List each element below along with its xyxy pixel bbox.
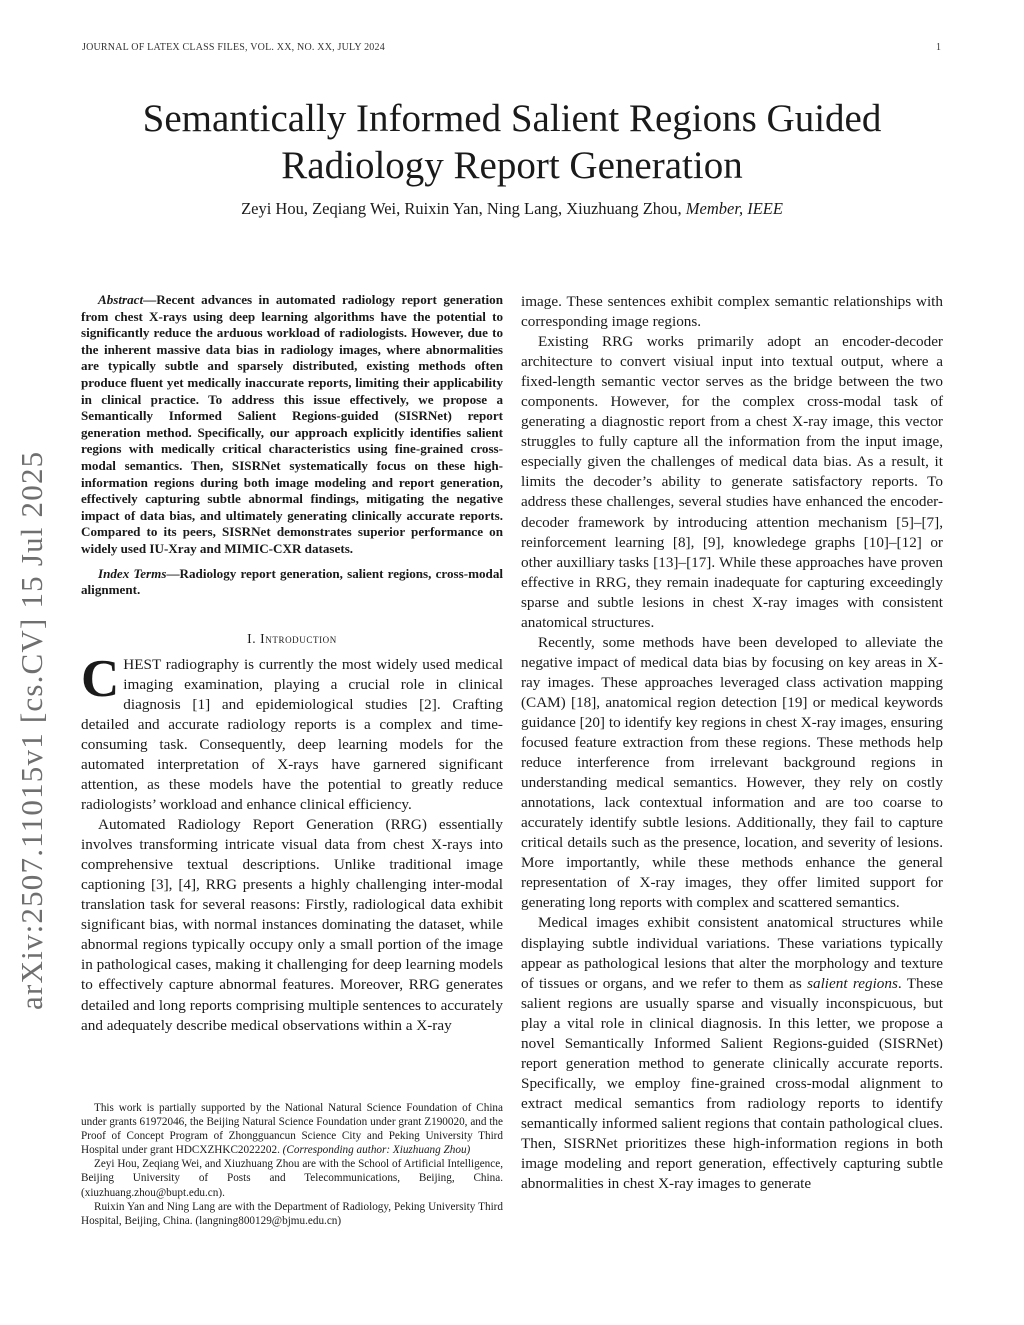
right-paragraph-1: Existing RRG works primarily adopt an encoder-decoder architecture to convert visiual input into textual output, where a fixed-length semantic vector serves as the bridge between the two components. However, for the complex cross-modal task of generating a diagnostic report from a chest X-ray image, this vector struggles to fully capture all the information from the input image, especially given the challenges of medical data bias. As a result, it limits the decoder’s ability to generate satisfactory reports. To address these challenges, several studies have enhanced the encoder-decoder framework by introducing attention mechanism [5]–[7], reinforcement learning [8], [9], knowledege graphs [10]–[12] or other auxilliary tasks [13]–[17]. While these approaches have proven effective in RRG, they remain inadequate for capturing exceedingly sparse and subtle lesions in chest X-ray images with consistent anatomical structures.: [521, 333, 943, 631]
right-paragraph-2: Recently, some methods have been developed to alleviate the negative impact of medical data bias by focusing on key areas in X-ray images. These approaches leveraged class activation mapping (CAM) [18], anatomical region detection [19] or medical keywords guidance [20] to identify key regions in chest X-ray images, ensuring focused feature extraction from these regions. These methods help reduce interference from irrelevant background regions in understanding medical semantics. However, they rely on costly annotations, lack contextual information and are too coarse to accurately identify subtle lesions. Additionally, they fail to capture critical details such as the presence, location, and severity of lesions. More importantly, while these methods enhance the general representation of X-ray images, they offer limited support for generating long reports with complex and scattered semantics.: [521, 633, 943, 912]
footnote-funding-text: This work is partially supported by the National Natural Science Foundation of China under grants 61972046, the Beijing Natural Science Foundation under grant Z190020, and the Proof of Concept Program of Zhongguancun Science City and Peking University Third Hospital under grant HDCXZHKC2022202.: [81, 1102, 503, 1157]
intro-paragraph-2: Automated Radiology Report Generation (RRG) essentially involves transforming intricate visual data from chest X-rays into comprehensive textual descriptions. Unlike traditional image captioning [3], [4], RRG presents a highly challenging inter-modal translation task for several reasons: Firstly, radiological data exhibit significant bias, with normal instances dominating the dataset, while abnormal regions typically occupy only a small portion of the image in pathological cases, making it challenging for deep learning models to effectively capture abnormal features. Moreover, RRG generates detailed and long reports comprising multiple sentences to accurately and adequately describe medical observations within a X-ray: [81, 816, 503, 1034]
section-title: Introduction: [260, 630, 337, 646]
footnote-affiliation-2: Ruixin Yan and Ning Lang are with the Department of Radiology, Peking University Third Hospital, Beijing, China. (langning800129@bjmu.edu.cn): [81, 1200, 503, 1227]
paper-title: [0, 95, 1024, 189]
page-number: 1: [936, 42, 941, 53]
right-column: [521, 292, 943, 1194]
title-line-1: Semantically Informed Salient Regions Guided: [142, 97, 882, 140]
footnote-corresponding: (Corresponding author: Xiuzhuang Zhou): [282, 1144, 471, 1157]
right-paragraph-3a: Medical images exhibit consistent anatomical structures while displaying subtle individual variations. These variations typically appear as pathological lesions that alter the morphology and texture of tissues or organs, and we refer to them as: [521, 914, 943, 992]
running-head: JOURNAL OF LATEX CLASS FILES, VOL. XX, NO. XX, JULY 2024: [82, 42, 385, 53]
author-membership: Member, IEEE: [685, 199, 783, 218]
section-heading-introduction: [81, 629, 503, 649]
intro-paragraph-1: [81, 649, 503, 815]
right-paragraph-0: image. These sentences exhibit complex semantic relationships with corresponding image regions.: [521, 293, 943, 331]
abstract-paragraph: [81, 292, 503, 558]
right-paragraph-3b: . These salient regions are usually sparse and visually inconspicuous, but play a vital role in clinical diagnosis. In this letter, we propose a novel Semantically Informed Salient Regions-guided (SISRNet) report generation method to generate clinically accurate reports. Specifically, we employ fine-grained cross-modal alignment to extract medical semantics from radiology reports to identify semantically informed salient regions that contain pathological clues. Then, SISRNet prioritizes these high-information regions in both image modeling and report generation, effectively capturing subtle abnormalities in chest X-ray images to generate: [521, 974, 943, 1193]
abstract-label: Abstract: [98, 292, 144, 307]
author-names: Zeyi Hou, Zeqiang Wei, Ruixin Yan, Ning Lang, Xiuzhuang Zhou,: [241, 199, 686, 218]
salient-regions-term: salient regions: [807, 974, 898, 992]
abstract-text: —Recent advances in automated radiology report generation from chest X-rays using deep learning algorithms have the potential to significantly reduce the arduous workload of radiologists. However, due to the inherent massive data bias in radiology images, where abnormalities are typically subtle and sparsely distributed, existing methods often produce fluent yet medically inaccurate reports, limiting their applicability in clinical practice. To address this issue effectively, we propose a Semantically Informed Salient Regions-guided (SISRNet) report generation method. Specifically, our approach explicitly identifies salient regions with medically critical characteristics using fine-grained cross-modal semantics. Then, SISRNet systematically focus on these high-information regions during both image modeling and report generation, effectively capturing subtle abnormal findings, mitigating the negative impact of data bias, and ultimately generating clinically accurate reports. Compared to its peers, SISRNet demonstrates superior performance on widely used IU-Xray and MIMIC-CXR datasets.: [81, 292, 503, 556]
section-number: I.: [247, 630, 261, 646]
index-terms-label: Index Terms: [98, 565, 167, 581]
left-column: [81, 292, 503, 1036]
title-line-2: Radiology Report Generation: [281, 144, 743, 187]
author-line: [0, 199, 1024, 219]
footnote-funding: [81, 1101, 503, 1157]
index-terms: [81, 566, 503, 599]
right-paragraph-3: [521, 913, 943, 1194]
intro-paragraph-1-text: HEST radiography is currently the most widely used medical imaging examination, playing a crucial role in clinical diagnosis [1] and epidemiological studies [2]. Crafting detailed and accurate radiology reports is a complex and time-consuming task. Consequently, deep learning models for the automated interpretation of X-rays have garnered significant attention, as these models have the potential to greatly reduce radiologists’ workload and enhance clinical efficiency.: [81, 655, 503, 814]
footnotes: [81, 1101, 503, 1228]
arxiv-side-stamp: arXiv:2507.11015v1 [cs.CV] 15 Jul 2025: [14, 450, 49, 1010]
index-terms-text: —Radiology report generation, salient regions, cross-modal alignment.: [81, 565, 504, 598]
footnote-affiliation-1: Zeyi Hou, Zeqiang Wei, and Xiuzhuang Zhou are with the School of Artificial Intelligence, Beijing University of Posts and Telecommunications, Beijing, China. (xiuzhuang.zhou@bupt.edu.cn).: [81, 1158, 503, 1199]
drop-cap: C: [81, 649, 120, 708]
abstract: [81, 292, 503, 599]
